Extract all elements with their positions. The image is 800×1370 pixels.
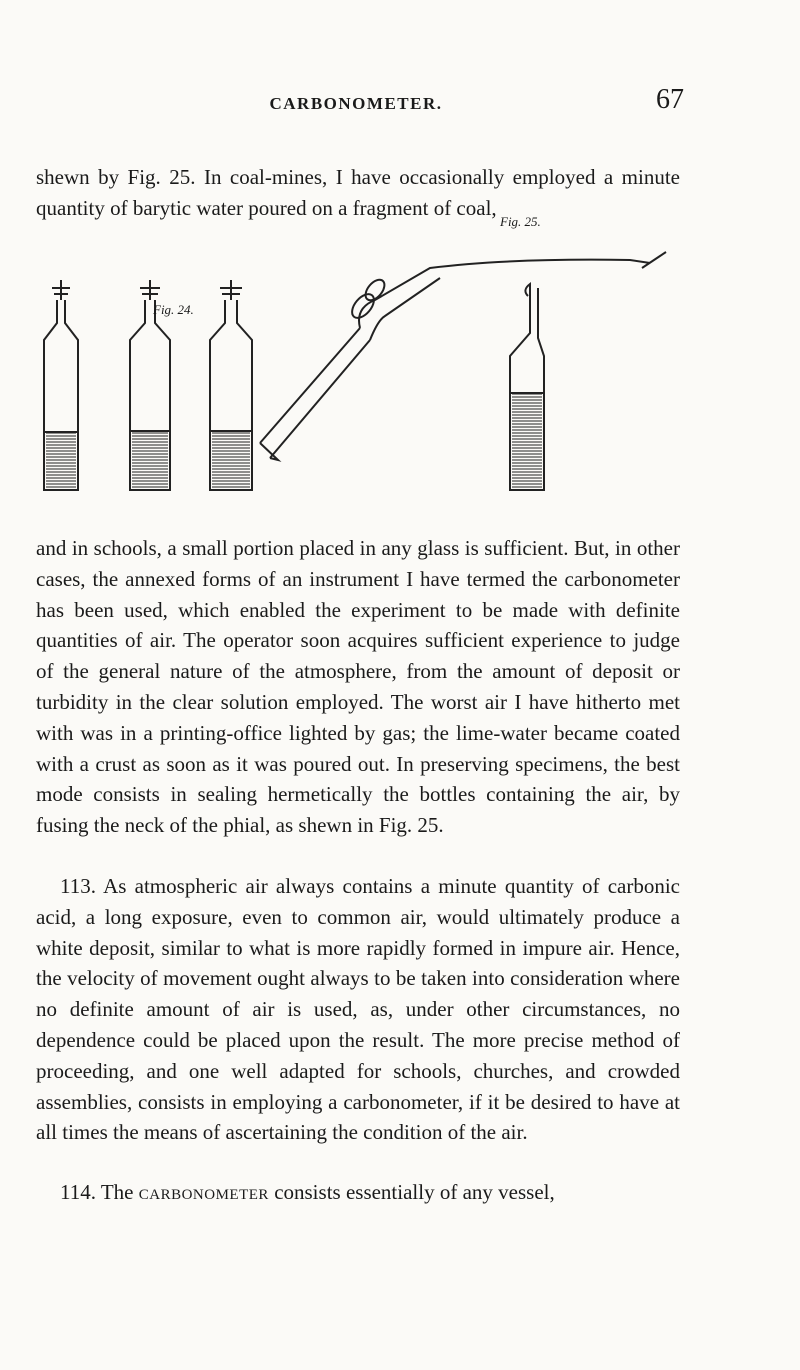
bottle-1-icon [44, 280, 78, 490]
carbonometer-term: carbonometer [138, 1180, 269, 1204]
page-number: 67 [656, 84, 684, 115]
paragraph-114 [36, 1177, 680, 1208]
paragraph-113: 113. As atmospheric air always contains a minute quantity of carbonic acid, a long exposure, even to common air, would ultimately produce a white deposit, similar to what is more rapidly formed in impure air. Hence, the velocity of movement ought always to be taken into consideration where no definite amount of air is used, as, under other circumstances, no dependence could be placed upon the result. The more precise method of proceeding, and one well adapted for schools, churches, and crowded assemblies, consists in employing a carbonometer, if it be desired to have at all times the means of ascertaining the condition of the air. [36, 874, 680, 1145]
paragraph-schools: and in schools, a small portion placed in any glass is sufficient. But, in other cases, the annexed forms of an instrument I have termed the carbonometer has been used, which enabled the experiment to be made with definite quantities of air. The operator soon acquires sufficient experience to judge of the general nature of the atmosphere, from the amount of deposit or turbidity in the clear solution employed. The worst air I have hitherto met with was in a printing-office lighted by gas; the lime-water became coated with a crust as soon as it was poured out. In preserving specimens, the best mode consists in sealing hermetically the bottles containing the air, by fusing the neck of the phial, as shewn in Fig. 25. [36, 536, 680, 838]
bottle-3-icon [210, 280, 252, 490]
running-head [36, 84, 684, 120]
upright-tube-icon [510, 284, 544, 490]
running-title: CARBONOMETER. [269, 94, 443, 113]
carbonometer-illustration [30, 228, 690, 503]
figure-25-label: Fig. 25. [500, 214, 541, 229]
paragraph-intro: shewn by Fig. 25. In coal-mines, I have occasionally employed a minute quantity of barytic water poured on a fragment of coal, [36, 165, 680, 220]
paragraph-114-prefix: 114. The [60, 1180, 134, 1204]
figure-24-label: Fig. 24. [153, 302, 194, 317]
sealed-phial-icon [260, 252, 666, 460]
paragraph-114-suffix: consists essentially of any vessel, [274, 1180, 555, 1204]
